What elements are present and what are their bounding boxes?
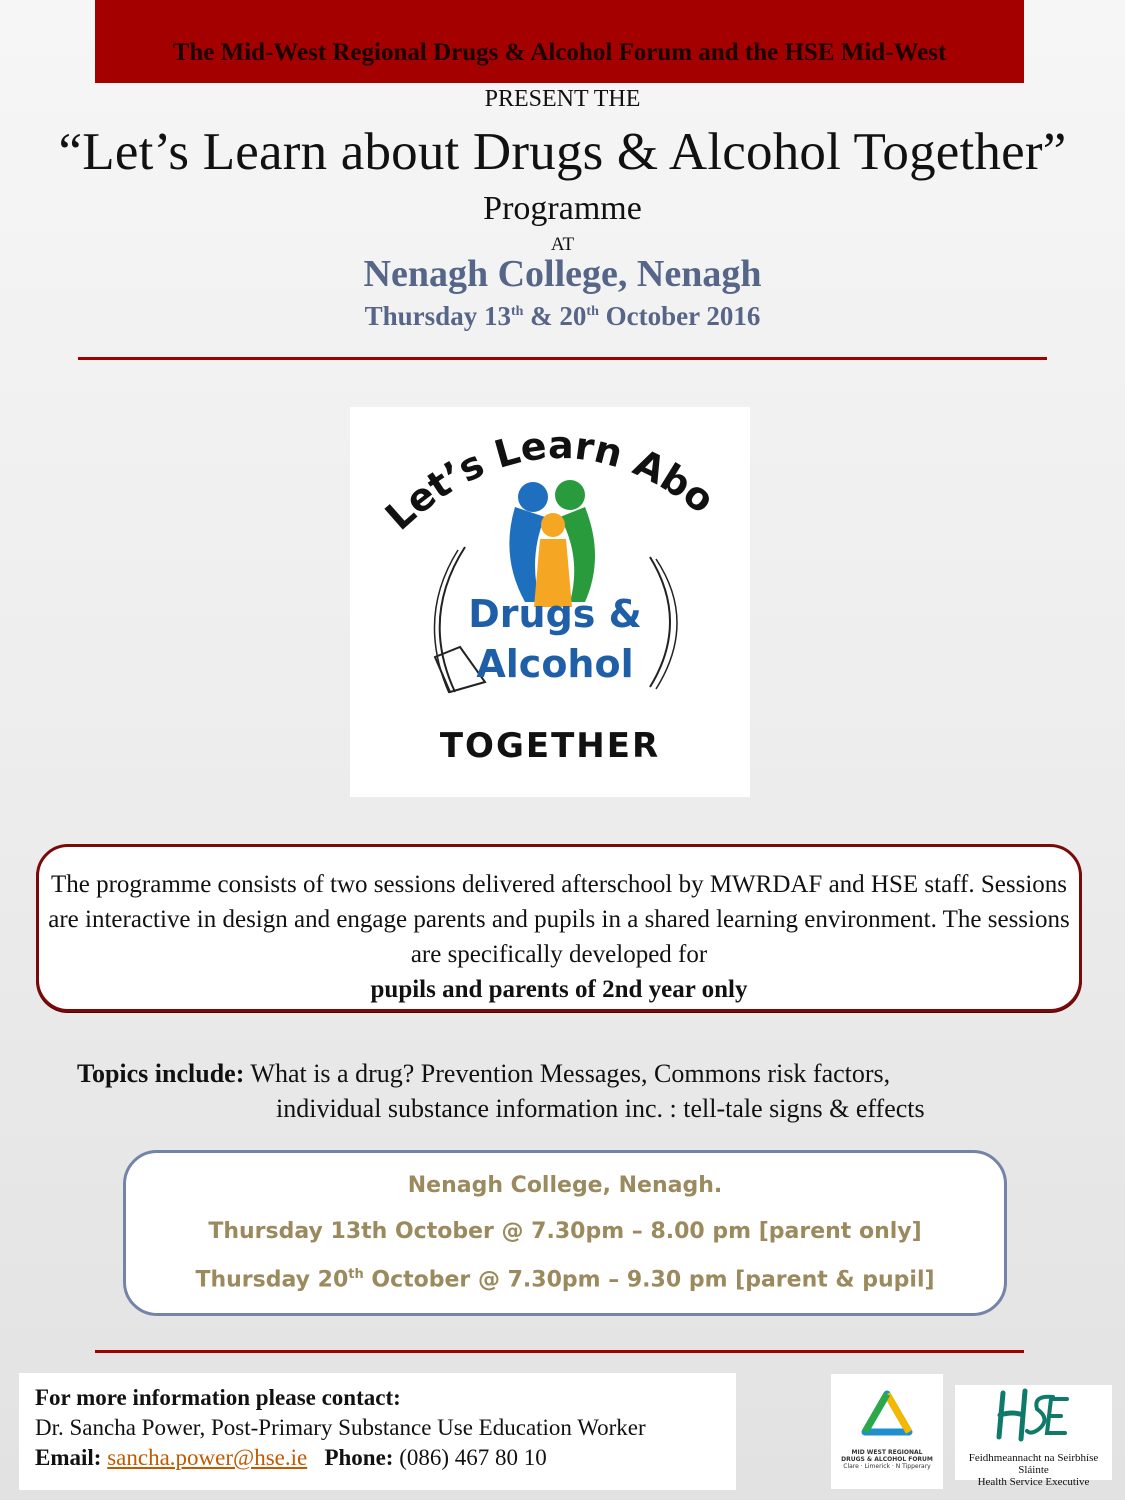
hse-mark-icon: [955, 1385, 1112, 1447]
logo-together-text: TOGETHER: [439, 726, 661, 766]
programme-logo: [350, 407, 750, 797]
mwrdaf-triangle-icon: [831, 1374, 943, 1444]
contact-heading: For more information please contact:: [35, 1385, 401, 1410]
logo-alcohol-text: Alcohol: [476, 642, 634, 686]
phone-number: (086) 467 80 10: [399, 1445, 547, 1470]
schedule-session-2: Thursday 20th October @ 7.30pm – 9.30 pm [parent & pupil]: [195, 1267, 935, 1293]
topics-label: Topics include:: [77, 1059, 245, 1088]
family-figures-icon: [509, 480, 595, 607]
event-dates: Thursday 13th & 20th October 2016: [364, 301, 761, 331]
hse-irish-name: Feidhmeannacht na Seirbhíse Sláinte: [968, 1452, 1099, 1476]
description-text: The programme consists of two sessions delivered afterschool by MWRDAF and HSE staff. Sessions are interactive in design and engage parents and pupils in a shared learning environment. The sessions are specifically developed for: [48, 871, 1070, 968]
logo-arc-text: Let’s Learn Abo: [376, 422, 723, 539]
at-label: AT: [550, 234, 575, 255]
email-label: Email:: [35, 1445, 102, 1470]
divider-top: [78, 357, 1047, 360]
phone-label: Phone:: [324, 1445, 394, 1470]
topics-section: [77, 1056, 925, 1126]
logo-drugs-text: Drugs &: [468, 592, 642, 636]
divider-bottom: [95, 1350, 1024, 1353]
contact-person: Dr. Sancha Power, Post-Primary Substance Use Education Worker: [35, 1415, 646, 1440]
programme-label: Programme: [483, 190, 642, 227]
mwrdaf-logo: [831, 1374, 943, 1489]
hse-english-name: Health Service Executive: [977, 1476, 1090, 1488]
programme-title: “Let’s Learn about Drugs & Alcohol Together”: [58, 123, 1067, 181]
schedule-session-1: Thursday 13th October @ 7.30pm – 8.00 pm [parent only]: [208, 1219, 922, 1244]
topics-line-2: individual substance information inc. : tell-tale signs & effects: [276, 1094, 925, 1123]
description-box: [36, 844, 1082, 1012]
venue-heading: Nenagh College, Nenagh: [363, 253, 762, 295]
header-banner: [95, 0, 1024, 83]
contact-box: [19, 1373, 736, 1490]
mwrdaf-name-1: MID WEST REGIONAL: [851, 1449, 923, 1456]
schedule-box: [123, 1150, 1007, 1316]
present-text: PRESENT THE: [484, 86, 641, 112]
mwrdaf-name-2: DRUGS & ALCOHOL FORUM: [841, 1456, 933, 1463]
hse-logo: [955, 1385, 1112, 1488]
description-emphasis: pupils and parents of 2nd year only: [370, 976, 748, 1003]
email-link[interactable]: sancha.power@hse.ie: [107, 1445, 308, 1470]
topics-line-1: What is a drug? Prevention Messages, Commons risk factors,: [244, 1059, 891, 1088]
schedule-venue: Nenagh College, Nenagh.: [407, 1173, 723, 1198]
mwrdaf-counties: Clare · Limerick · N Tipperary: [843, 1463, 931, 1470]
banner-text: The Mid-West Regional Drugs & Alcohol Forum and the HSE Mid-West: [172, 39, 947, 66]
